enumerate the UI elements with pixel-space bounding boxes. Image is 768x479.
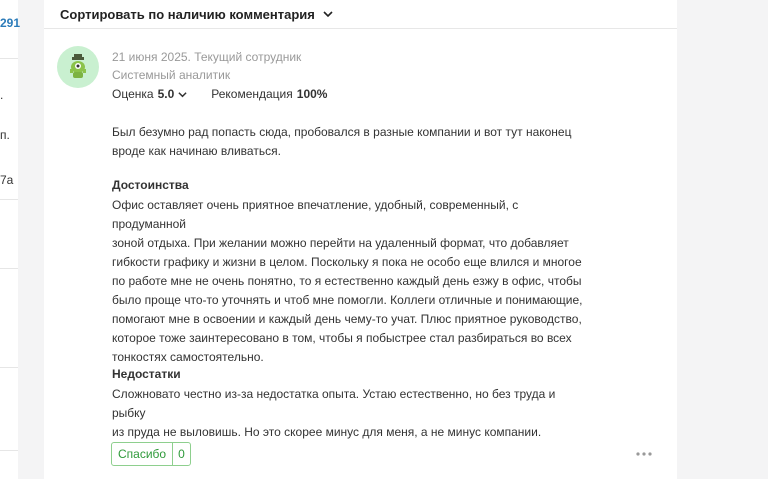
left-divider xyxy=(0,450,18,451)
pros-text xyxy=(112,196,592,367)
chevron-down-icon[interactable] xyxy=(178,90,187,99)
text-line: по работе мне не очень понятно, то я естественно каждый день езжу в офис, чтобы xyxy=(112,274,582,288)
text-line: зоной отдыха. При желании можно перейти на удаленный формат, что добавляет xyxy=(112,236,569,250)
rating-label: Оценка xyxy=(112,87,154,101)
more-dots-icon[interactable] xyxy=(635,448,653,460)
avatar xyxy=(57,46,99,88)
text-line: Офис оставляет очень приятное впечатление, удобный, современный, с продуманной xyxy=(112,198,519,231)
left-column-fragment xyxy=(0,0,21,479)
rating-value[interactable]: 5.0 xyxy=(157,87,175,101)
text-line: было проще что-то уточнять и чтоб мне помогли. Коллеги отличные и понимающие, xyxy=(112,293,583,307)
text-line: Сложновато честно из-за недостатка опыта. Устаю естественно, но без труда и рыбку xyxy=(112,387,556,420)
review-date-status: 21 июня 2025. Текущий сотрудник xyxy=(112,50,302,64)
text-line: помогают мне в освоении и каждый день чему-то учат. Плюс приятное руководство, xyxy=(112,312,582,326)
left-fragment-dot: . xyxy=(0,88,4,102)
chevron-down-icon xyxy=(323,9,333,19)
text-line: гибкости графику и жизни в целом. Поскольку я пока не особо еще влился и многое xyxy=(112,255,582,269)
review-meta xyxy=(112,49,301,83)
review-intro xyxy=(112,123,592,161)
review-role: Системный аналитик xyxy=(112,68,231,82)
thanks-button[interactable] xyxy=(111,442,191,466)
text-line: тонкостях самостоятельно. xyxy=(112,350,264,364)
left-fragment-text-2: 7а xyxy=(0,173,14,187)
left-divider xyxy=(0,268,18,269)
left-divider xyxy=(0,58,18,59)
left-divider xyxy=(0,199,18,200)
text-line: которое тоже заинтересовано в том, чтобы я побыстрее стал разбираться во всех xyxy=(112,331,572,345)
review-ratings xyxy=(112,87,327,101)
cons-heading: Недостатки xyxy=(112,367,181,381)
review-card xyxy=(44,0,677,479)
recommend-label: Рекомендация xyxy=(211,87,293,101)
text-line: вроде как начинаю вливаться. xyxy=(112,144,281,158)
left-fragment-text: п. xyxy=(0,128,10,142)
pros-heading: Достоинства xyxy=(112,178,189,192)
thanks-count: 0 xyxy=(172,443,190,465)
avatar-creature-icon xyxy=(64,53,92,81)
left-divider xyxy=(0,367,18,368)
left-fragment-number[interactable]: 291 xyxy=(0,16,21,30)
sort-label: Сортировать по наличию комментария xyxy=(60,6,315,22)
cons-text xyxy=(112,385,592,442)
sort-dropdown[interactable] xyxy=(44,0,677,29)
text-line: из пруда не выловишь. Но это скорее минус для меня, а не минус компании. xyxy=(112,425,542,439)
thanks-label: Спасибо xyxy=(118,447,167,461)
recommend-value: 100% xyxy=(296,87,328,101)
text-line: Был безумно рад попасть сюда, пробовался в разные компании и вот тут наконец xyxy=(112,125,572,139)
